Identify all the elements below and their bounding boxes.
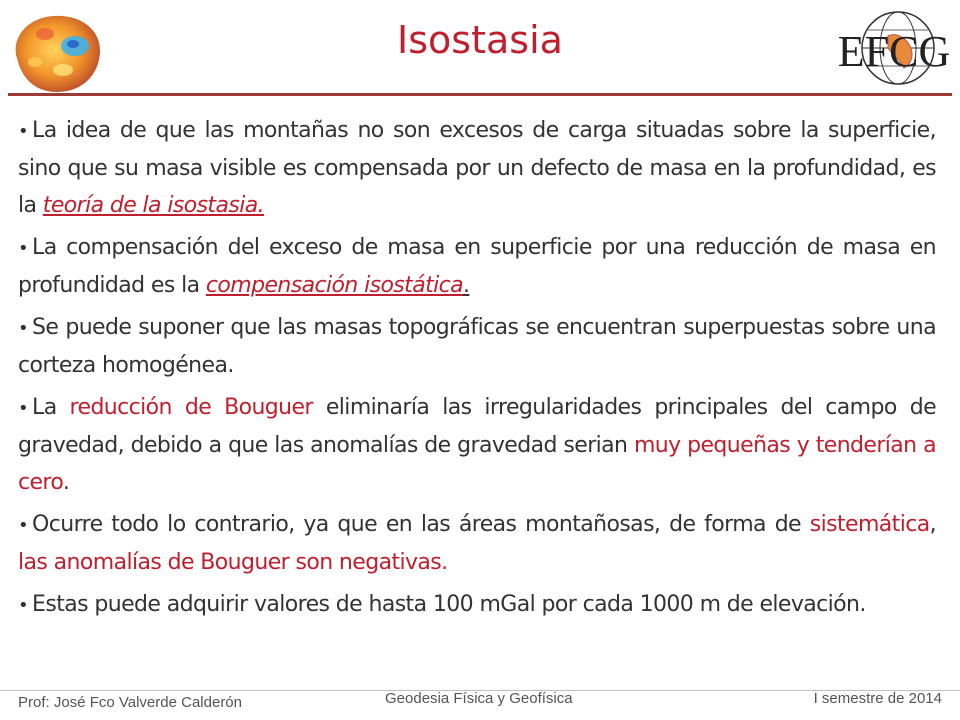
highlighted-term: compensación isostática [205, 273, 463, 298]
bullet-item [18, 586, 936, 624]
bullet-dot-icon: • [18, 121, 29, 142]
bullet-text: eliminaría las irregularidades principales del campo de gravedad, debido a que las anomalías de gravedad serian [18, 395, 936, 458]
highlighted-term: sistemática [809, 512, 930, 537]
highlighted-term: muy pequeñas y tenderían a cero [18, 433, 936, 495]
bullet-dot-icon: • [18, 595, 29, 616]
bullet-text: Estas puede adquirir valores de hasta 100 mGal por cada 1000 m de elevación. [32, 592, 866, 617]
title-divider [8, 93, 952, 96]
highlighted-term: reducción de Bouguer [69, 395, 313, 420]
bullet-dot-icon: • [18, 398, 29, 419]
bullet-item [18, 389, 936, 501]
footer-author: Prof: José Fco Valverde Calderón [18, 694, 242, 711]
bullet-dot-icon: • [18, 238, 29, 259]
bullet-dot-icon: • [18, 318, 29, 339]
bullet-item [18, 112, 936, 224]
bullet-item [18, 309, 936, 384]
bullet-text: . [62, 470, 70, 495]
bullet-text: La [32, 395, 70, 420]
footer-course: Geodesia Física y Geofísica [385, 690, 573, 707]
bullet-text: , [929, 512, 936, 537]
highlighted-term: las anomalías de Bouguer son negativas. [18, 550, 448, 575]
bullet-text: Ocurre todo lo contrario, ya que en las áreas montañosas, de forma de [32, 512, 810, 537]
bullet-dot-icon: • [18, 515, 29, 536]
bullet-text: La idea de que las montañas no son excesos de carga situadas sobre la superficie, sino que su masa visible es compensada por un defecto de masa en la profundidad, es la [18, 118, 936, 218]
bullet-text: La compensación del exceso de masa en superficie por una reducción de masa en profundidad es la [18, 235, 936, 298]
bullet-text: . [463, 273, 470, 298]
bullet-text: Se puede suponer que las masas topográficas se encuentran superpuestas sobre una corteza homogénea. [18, 315, 936, 378]
slide-title: Isostasia [397, 18, 563, 62]
bullet-item [18, 229, 936, 304]
efcg-logo-icon [830, 8, 958, 90]
logo-text: EFCG [837, 27, 951, 76]
highlighted-term: teoría de la isostasia. [42, 193, 264, 218]
footer-semester: I semestre de 2014 [813, 690, 942, 707]
bullet-list [18, 112, 936, 629]
bullet-item [18, 506, 936, 581]
